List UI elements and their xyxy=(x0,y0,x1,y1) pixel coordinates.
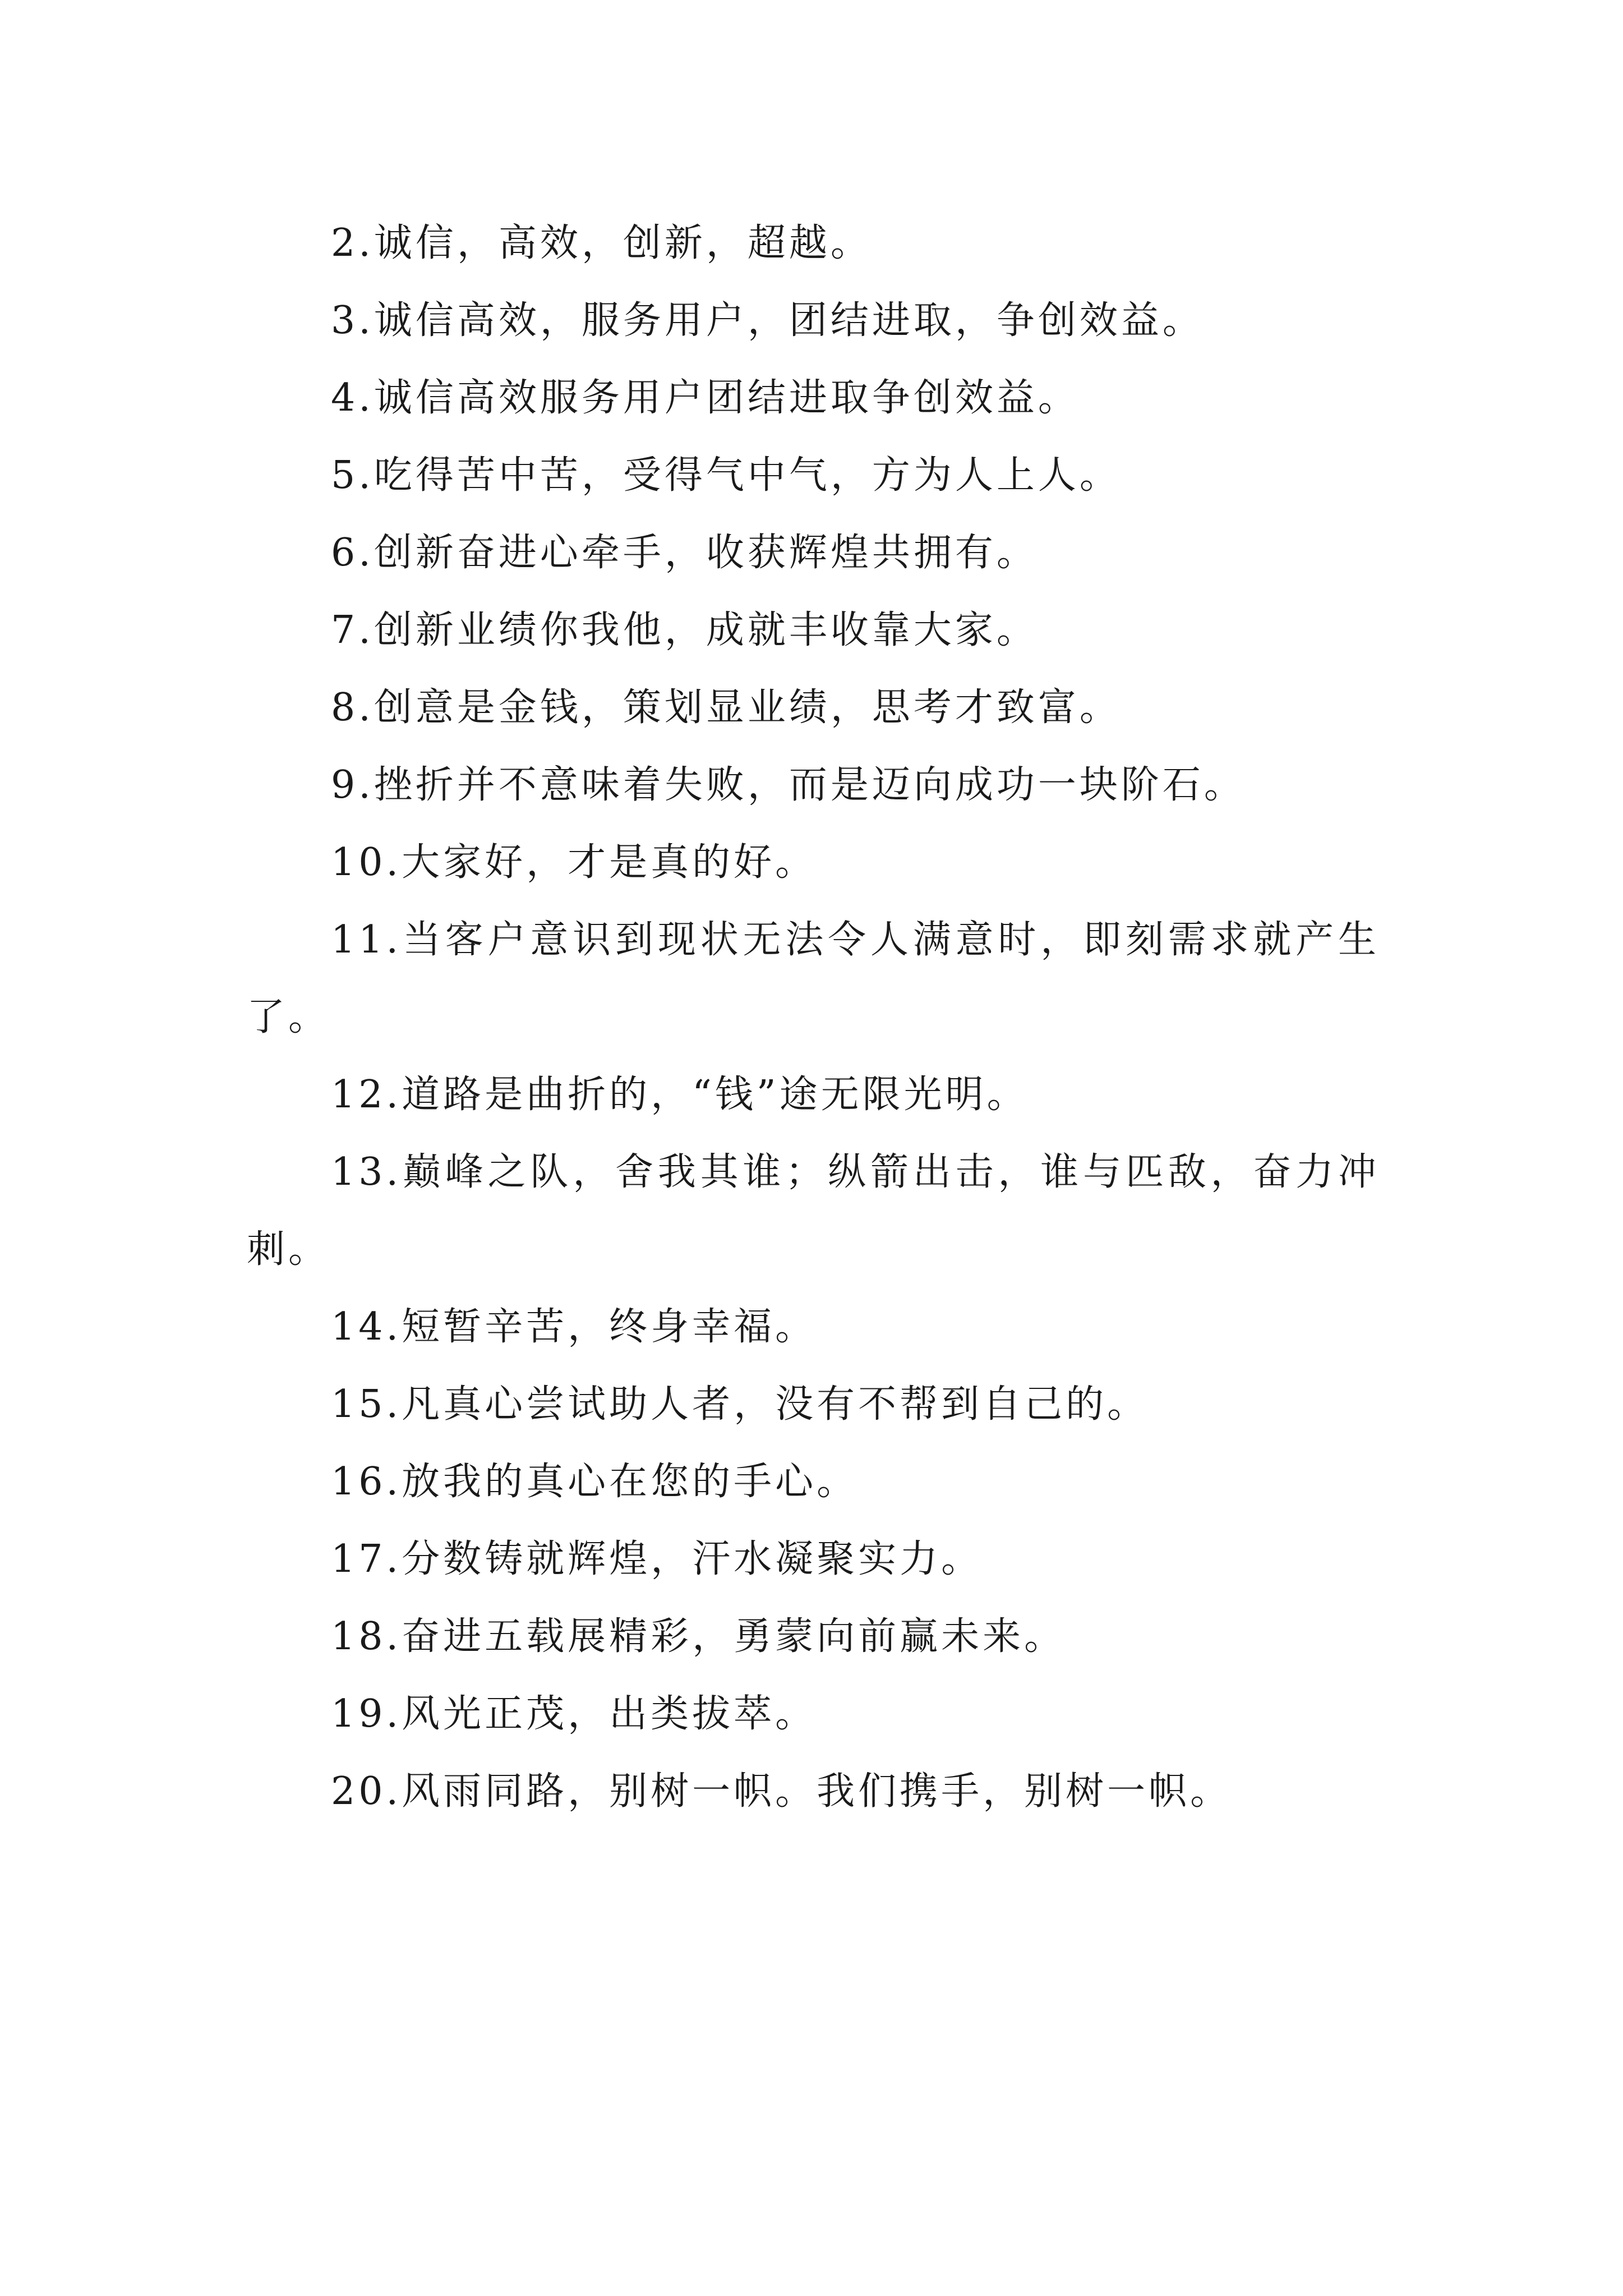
list-item: 10.大家好，才是真的好。 xyxy=(331,840,817,885)
list-item: 11.当客户意识到现状无法令人满意时，即刻需求就产生了。 xyxy=(247,918,1380,1039)
list-item: 15.凡真心尝试助人者，没有不帮到自己的。 xyxy=(331,1382,1149,1427)
list-item: 6.创新奋进心牵手，收获辉煌共拥有。 xyxy=(331,531,1038,575)
list-item: 17.分数铸就辉煌，汗水凝聚实力。 xyxy=(331,1537,983,1581)
list-item: 12.道路是曲折的，“钱”途无限光明。 xyxy=(331,1073,1029,1117)
list-item: 18.奋进五载展精彩，勇蒙向前赢未来。 xyxy=(331,1614,1066,1659)
slogan-list xyxy=(247,205,1380,1830)
list-item: 9.挫折并不意味着失败，而是迈向成功一块阶石。 xyxy=(331,763,1246,807)
list-item: 5.吃得苦中苦，受得气中气，方为人上人。 xyxy=(331,453,1121,498)
list-item: 7.创新业绩你我他，成就丰收靠大家。 xyxy=(331,608,1038,652)
list-item: 3.诚信高效，服务用户，团结进取，争创效益。 xyxy=(331,298,1204,343)
list-item: 20.风雨同路，别树一帜。我们携手，别树一帜。 xyxy=(331,1769,1232,1814)
list-item: 4.诚信高效服务用户团结进取争创效益。 xyxy=(331,376,1080,420)
list-item: 13.巅峰之队，舍我其谁；纵箭出击，谁与匹敌，奋力冲刺。 xyxy=(247,1150,1380,1272)
list-item: 16.放我的真心在您的手心。 xyxy=(331,1460,859,1504)
list-item: 8.创意是金钱，策划显业绩，思考才致富。 xyxy=(331,685,1121,730)
list-item: 2.诚信，高效，创新，超越。 xyxy=(331,221,872,265)
list-item: 14.短暂辛苦，终身幸福。 xyxy=(331,1305,817,1349)
list-item: 19.风光正茂，出类拔萃。 xyxy=(331,1692,817,1736)
